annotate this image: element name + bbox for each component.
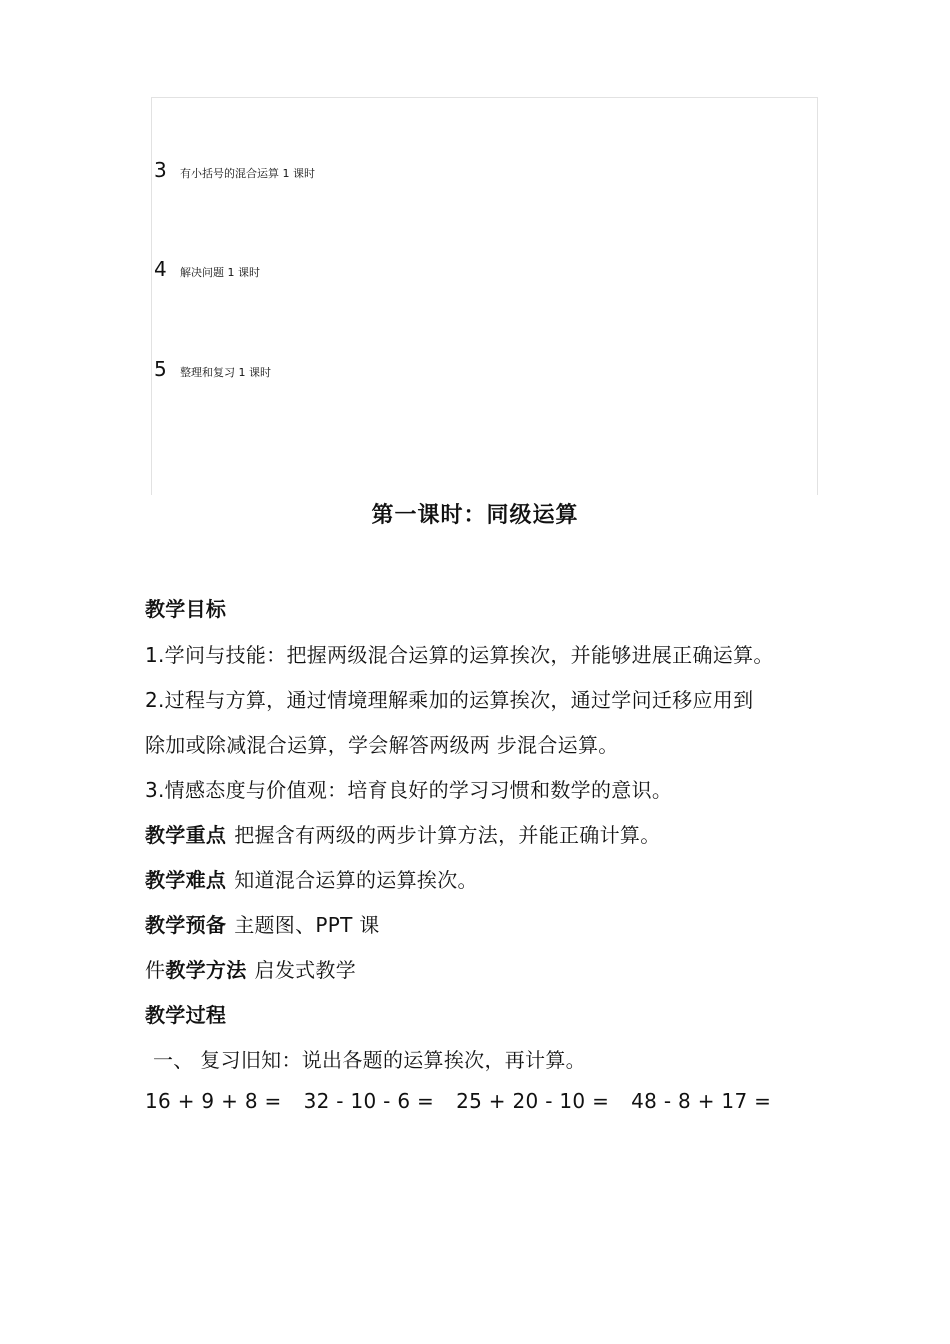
process-step-1-line bbox=[145, 1044, 586, 1073]
process-heading: 教学过程 bbox=[145, 1003, 227, 1027]
difficulty-line bbox=[145, 864, 478, 893]
lesson-row bbox=[154, 357, 271, 383]
lesson-number: 5 bbox=[154, 357, 167, 381]
objective-item-3: 3.情感态度与价值观：培育良好的学习习惯和数学的意识。 bbox=[145, 778, 673, 802]
process-step-1: 一、 复习旧知：说出各题的运算挨次，再计算。 bbox=[153, 1048, 586, 1072]
lesson-text: 整理和复习 1 课时 bbox=[180, 366, 271, 379]
lesson-number: 3 bbox=[154, 158, 167, 182]
lesson-text: 解决问题 1 课时 bbox=[180, 266, 260, 279]
lesson-number: 4 bbox=[154, 257, 167, 281]
preparation-text: 主题图、PPT 课 bbox=[234, 913, 380, 937]
method-label: 教学方法 bbox=[165, 958, 247, 982]
equation: 48 - 8 + 17 = bbox=[631, 1089, 772, 1113]
objective-item-2-line-2: 除加或除减混合运算，学会解答两级两 步混合运算。 bbox=[145, 733, 619, 757]
preparation-label: 教学预备 bbox=[145, 913, 227, 937]
equation: 16 + 9 + 8 = bbox=[145, 1089, 282, 1113]
lesson-row bbox=[154, 158, 315, 184]
lesson-row bbox=[154, 257, 260, 283]
key-point-text: 把握含有两级的两步计算方法，并能正确计算。 bbox=[234, 823, 661, 847]
key-point-line bbox=[145, 819, 661, 848]
preparation-line bbox=[145, 909, 380, 938]
objective-item-1: 1.学问与技能：把握两级混合运算的运算挨次，并能够进展正确运算。 bbox=[145, 643, 774, 667]
difficulty-text: 知道混合运算的运算挨次。 bbox=[234, 868, 478, 892]
key-point-label: 教学重点 bbox=[145, 823, 227, 847]
equation: 32 - 10 - 6 = bbox=[303, 1089, 435, 1113]
objectives-heading: 教学目标 bbox=[145, 597, 227, 621]
lesson-text: 有小括号的混合运算 1 课时 bbox=[180, 167, 315, 180]
difficulty-label: 教学难点 bbox=[145, 868, 227, 892]
method-prefix: 件 bbox=[145, 958, 166, 982]
method-line bbox=[145, 954, 356, 983]
equations-line bbox=[145, 1089, 771, 1113]
page-title: 第一课时：同级运算 bbox=[371, 503, 579, 528]
equation: 25 + 20 - 10 = bbox=[456, 1089, 610, 1113]
method-text: 启发式教学 bbox=[254, 958, 357, 982]
objective-item-2-line-1: 2.过程与方算，通过情境理解乘加的运算挨次，通过学问迁移应用到 bbox=[145, 688, 754, 712]
lesson-table bbox=[151, 97, 818, 495]
